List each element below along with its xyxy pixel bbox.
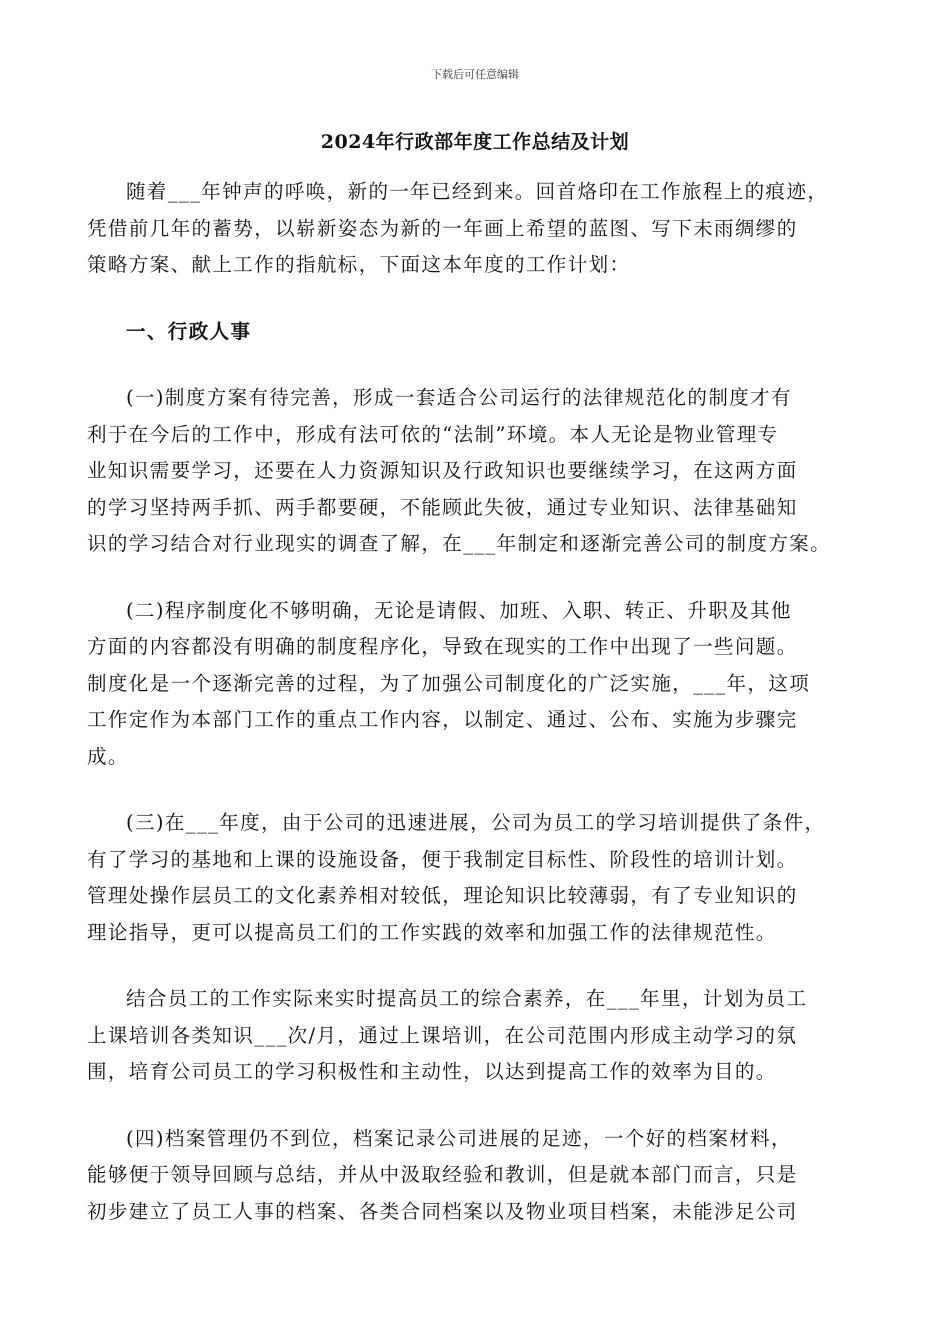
text-line: (四)档案管理仍不到位，档案记录公司进展的足迹，一个好的档案材料， (126, 1126, 792, 1150)
intro-paragraph (87, 174, 877, 284)
body-paragraph (87, 805, 877, 951)
text-line: 识的学习结合对行业现实的调查了解，在___年制定和逐渐完善公司的制度方案。 (87, 532, 832, 555)
body-paragraph (87, 981, 877, 1091)
text-line: 利于在今后的工作中，形成有法可依的“法制”环境。本人无论是物业管理专 (87, 422, 779, 446)
text-line: 制度化是一个逐渐完善的过程，为了加强公司制度化的广泛实施，___年，这项 (87, 671, 811, 695)
document-body (87, 174, 877, 1230)
text-line: 能够便于领导回顾与总结，并从中汲取经验和教训，但是就本部门而言，只是 (87, 1163, 798, 1186)
text-line: 凭借前几年的蓄势，以崭新姿态为新的一年画上希望的蓝图、写下未雨绸缪的 (87, 216, 798, 240)
section-heading: 一、行政人事 (126, 319, 252, 343)
body-paragraph (87, 593, 877, 776)
text-line: 业知识需要学习，还要在人力资源知识及行政知识也要继续学习，在这两方面 (87, 459, 798, 482)
text-line: 有了学习的基地和上课的设施设备，便于我制定目标性、阶段性的培训计划。 (87, 847, 798, 871)
text-line: 管理处操作层员工的文化素养相对较低，理论知识比较薄弱，有了专业知识的 (87, 884, 798, 907)
text-line: 结合员工的工作实际来实时提高员工的综合素养，在___年里，计划为员工 (126, 987, 808, 1010)
text-line: 策略方案、献上工作的指航标，下面这本年度的工作计划： (87, 253, 631, 276)
document-title: 2024年行政部年度工作总结及计划 (320, 131, 630, 153)
text-line: 的学习坚持两手抓、两手都要硬，不能顾此失彼，通过专业知识、法律基础知 (87, 495, 798, 519)
text-line: 理论指导，更可以提高员工们的工作实践的效率和加强工作的法律规范性。 (87, 920, 777, 944)
body-paragraph (87, 380, 877, 563)
text-line: 初步建立了员工人事的档案、各类合同档案以及物业项目档案，未能涉足公司 (87, 1199, 798, 1223)
text-line: (二)程序制度化不够明确，无论是请假、加班、入职、转正、升职及其他 (126, 598, 792, 622)
text-line: (三)在___年度，由于公司的迅速进展，公司为员工的学习培训提供了条件， (126, 811, 826, 834)
text-line: 上课培训各类知识___次/月，通过上课培训，在公司范围内形成主动学习的氛 (87, 1023, 798, 1047)
text-line: 成。 (87, 744, 129, 768)
text-line: 方面的内容都没有明确的制度程序化，导致在现实的工作中出现了一些问题。 (87, 635, 798, 658)
header-note: 下载后可任意编辑 (431, 68, 519, 81)
text-line: (一)制度方案有待完善，形成一套适合公司运行的法律规范化的制度才有 (126, 386, 792, 409)
body-paragraph (87, 1121, 877, 1231)
text-line: 围，培育公司员工的学习积极性和主动性，以达到提高工作的效率为目的。 (87, 1060, 777, 1083)
text-line: 随着___年钟声的呼唤，新的一年已经到来。回首烙印在工作旅程上的痕迹， (126, 180, 829, 203)
text-line: 工作定作为本部门工作的重点工作内容，以制定、通过、公布、实施为步骤完 (87, 708, 798, 731)
